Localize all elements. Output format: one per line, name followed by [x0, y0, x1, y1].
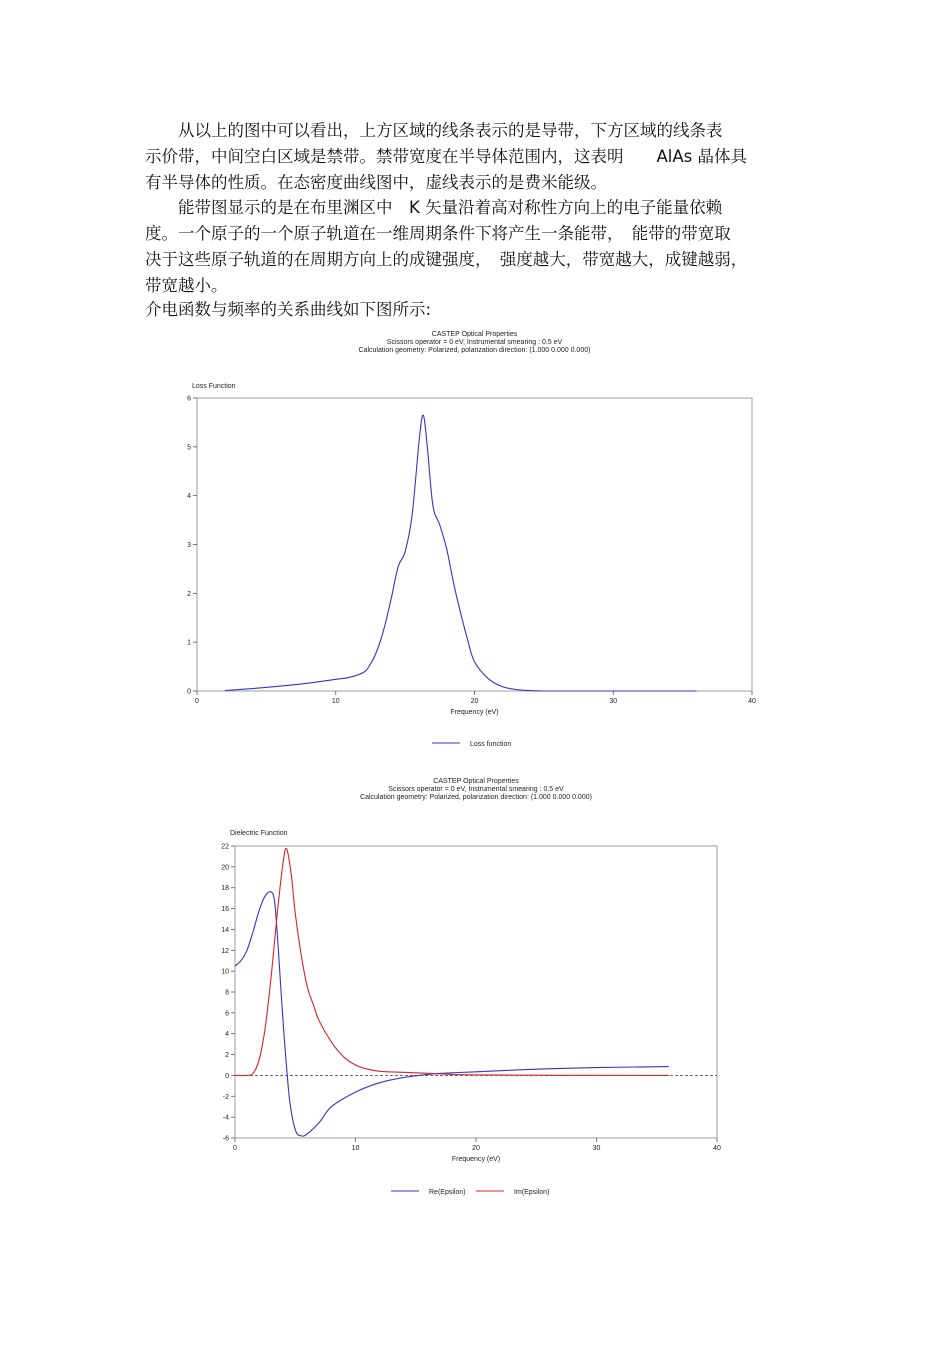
y-tick-label: 8	[225, 989, 229, 997]
x-tick-label: 10	[331, 698, 340, 705]
y-tick-label: 10	[221, 968, 229, 976]
y-tick-label: 16	[221, 906, 229, 914]
plot-frame	[235, 846, 717, 1138]
paragraph-line: 有半导体的性质。在态密度曲线图中，虚线表示的是费米能级。	[145, 173, 607, 192]
loss-function-svg	[170, 325, 790, 755]
y-tick-label: 6	[187, 395, 191, 403]
x-tick-label: 0	[195, 698, 199, 705]
x-axis-label: Frequency (eV)	[450, 709, 499, 716]
y-tick-label: 1	[187, 639, 191, 647]
y-tick-label: 4	[187, 493, 191, 501]
dielectric-function-chart	[170, 772, 790, 1206]
y-tick-label: 14	[221, 926, 229, 934]
y-tick-label: 0	[187, 688, 191, 696]
y-tick-label: -6	[222, 1135, 229, 1143]
chart-header-line: CASTEP Optical Properties	[433, 778, 519, 785]
legend-label: Im(Epsilon)	[514, 1189, 550, 1196]
y-tick-label: 2	[187, 590, 191, 598]
x-tick-label: 0	[233, 1145, 237, 1152]
x-tick-label: 30	[609, 698, 618, 705]
y-tick-label: 18	[221, 885, 229, 893]
paragraph-line: 能带图显示的是在布里渊区中 K 矢量沿着高对称性方向上的电子能量依赖	[145, 198, 723, 217]
chart-header-line: CASTEP Optical Properties	[431, 331, 518, 338]
x-axis-label: Frequency (eV)	[451, 1156, 501, 1163]
paragraph-line: 度。一个原子的一个原子轨道在一维周期条件下将产生一条能带， 能带的带宽取	[145, 224, 731, 243]
y-tick-label: 20	[221, 864, 229, 872]
y-tick-label: 0	[225, 1072, 229, 1080]
y-tick-label: 12	[221, 947, 229, 955]
legend-label: Re(Epsilon)	[429, 1189, 466, 1196]
paragraph-1	[145, 118, 747, 196]
y-tick-label: 5	[187, 444, 191, 452]
chart-header-line: Scissors operator = 0 eV, Instrumental smearing : 0.5 eV	[386, 339, 563, 346]
x-tick-label: 10	[351, 1145, 360, 1152]
x-tick-label: 20	[470, 698, 479, 705]
x-tick-label: 30	[592, 1145, 601, 1152]
paragraph-line: 示价带，中间空白区域是禁带。禁带宽度在半导体范围内，这表明 AlAs 晶体具	[145, 147, 748, 166]
y-tick-label: 6	[225, 1010, 229, 1018]
y-axis-label: Loss Function	[192, 383, 236, 390]
paragraph-line: 从以上的图中可以看出，上方区域的线条表示的是导带，下方区域的线条表	[145, 121, 723, 140]
plot-frame	[197, 398, 752, 691]
y-tick-label: 22	[221, 843, 229, 851]
legend-label: Loss function	[470, 741, 512, 748]
y-tick-label: -2	[222, 1093, 229, 1101]
paragraph-line: 带宽越小。	[145, 276, 228, 295]
chart-header-line: Calculation geometry: Polarized, polarization direction: (1.000 0.000 0.000)	[360, 794, 592, 801]
loss-function-chart	[170, 325, 790, 759]
x-tick-label: 20	[472, 1145, 480, 1152]
y-axis-label: Dielectric Function	[230, 830, 288, 837]
dielectric-function-svg	[170, 772, 790, 1202]
paragraph-line: 介电函数与频率的关系曲线如下图所示:	[145, 300, 432, 319]
y-tick-label: -4	[222, 1114, 229, 1122]
chart-header-line: Calculation geometry: Polarized, polarization direction: (1.000 0.000 0.000)	[358, 347, 591, 354]
paragraph-3	[145, 297, 431, 323]
y-tick-label: 4	[225, 1031, 229, 1039]
y-tick-label: 2	[225, 1052, 229, 1060]
paragraph-2	[145, 195, 747, 299]
paragraph-line: 决于这些原子轨道的在周期方向上的成键强度， 强度越大，带宽越大，成键越弱，	[145, 250, 748, 269]
chart-header-line: Scissors operator = 0 eV, Instrumental smearing : 0.5 eV	[388, 786, 564, 793]
y-tick-label: 3	[187, 542, 191, 549]
x-tick-label: 40	[713, 1145, 721, 1152]
x-tick-label: 40	[748, 698, 756, 705]
